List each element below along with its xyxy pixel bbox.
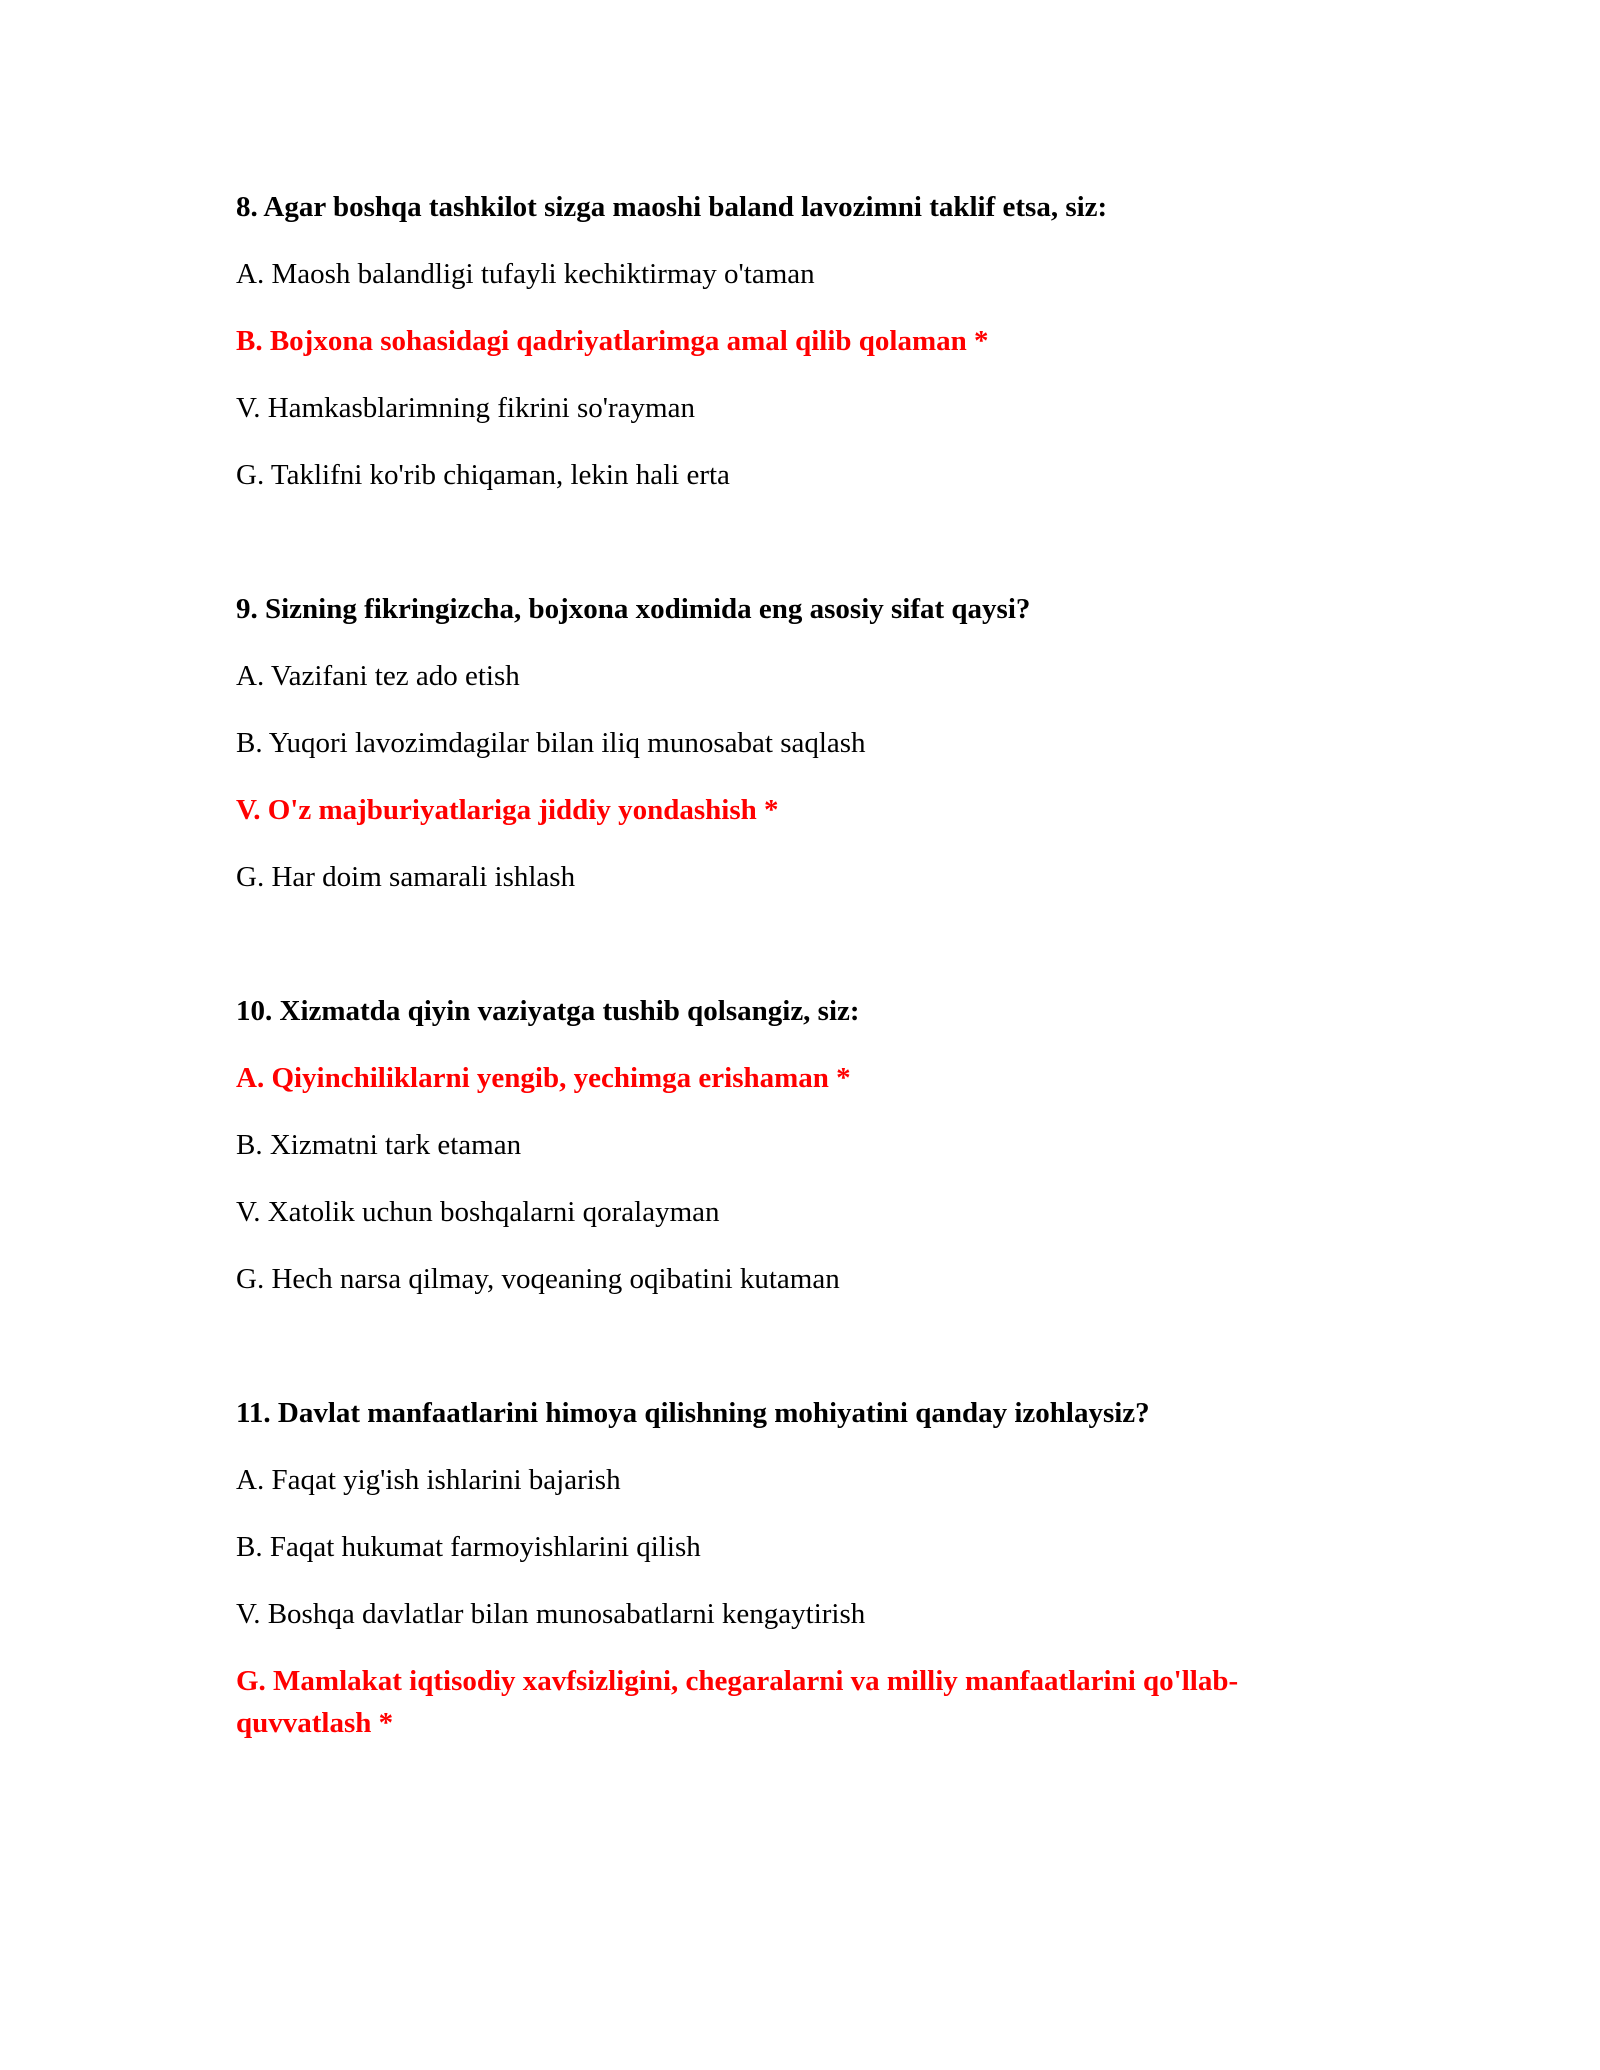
correct-answer-option-g: G. Mamlakat iqtisodiy xavfsizligini, chegaralarni va milliy manfaatlarini qo'llab-quvvatlash * [236,1665,1239,1739]
question-spacer [236,923,1366,990]
question-title: 9. Sizning fikringizcha, bojxona xodimida eng asosiy sifat qaysi? [236,593,1031,625]
question-spacer [236,521,1366,588]
question-9 [236,588,1366,898]
question-11 [236,1392,1366,1744]
answer-option-g: G. Taklifni ko'rib chiqaman, lekin hali erta [236,459,730,491]
answer-option-b: B. Xizmatni tark etaman [236,1129,522,1161]
answer-option-a: A. Maosh balandligi tufayli kechiktirmay o'taman [236,258,815,290]
answer-option-g: G. Hech narsa qilmay, voqeaning oqibatini kutaman [236,1263,840,1295]
question-title: 11. Davlat manfaatlarini himoya qilishning mohiyatini qanday izohlaysiz? [236,1397,1150,1429]
answer-option-a: A. Vazifani tez ado etish [236,660,520,692]
answer-option-g: G. Har doim samarali ishlash [236,861,576,893]
question-title: 10. Xizmatda qiyin vaziyatga tushib qolsangiz, siz: [236,995,860,1027]
answer-option-v: V. Boshqa davlatlar bilan munosabatlarni kengaytirish [236,1598,866,1630]
question-8 [236,186,1366,496]
answer-option-v: V. Hamkasblarimning fikrini so'rayman [236,392,695,424]
question-spacer [236,1325,1366,1392]
answer-option-b: B. Faqat hukumat farmoyishlarini qilish [236,1531,701,1563]
question-10 [236,990,1366,1300]
answer-option-v: V. Xatolik uchun boshqalarni qoralayman [236,1196,720,1228]
answer-option-a: A. Faqat yig'ish ishlarini bajarish [236,1464,621,1496]
correct-answer-option-v: V. O'z majburiyatlariga jiddiy yondashish * [236,794,779,826]
quiz-page [236,186,1366,1769]
correct-answer-option-b: B. Bojxona sohasidagi qadriyatlarimga amal qilib qolaman * [236,325,989,357]
question-title: 8. Agar boshqa tashkilot sizga maoshi baland lavozimni taklif etsa, siz: [236,191,1108,223]
answer-option-b: B. Yuqori lavozimdagilar bilan iliq munosabat saqlash [236,727,866,759]
correct-answer-option-a: A. Qiyinchiliklarni yengib, yechimga erishaman * [236,1062,851,1094]
